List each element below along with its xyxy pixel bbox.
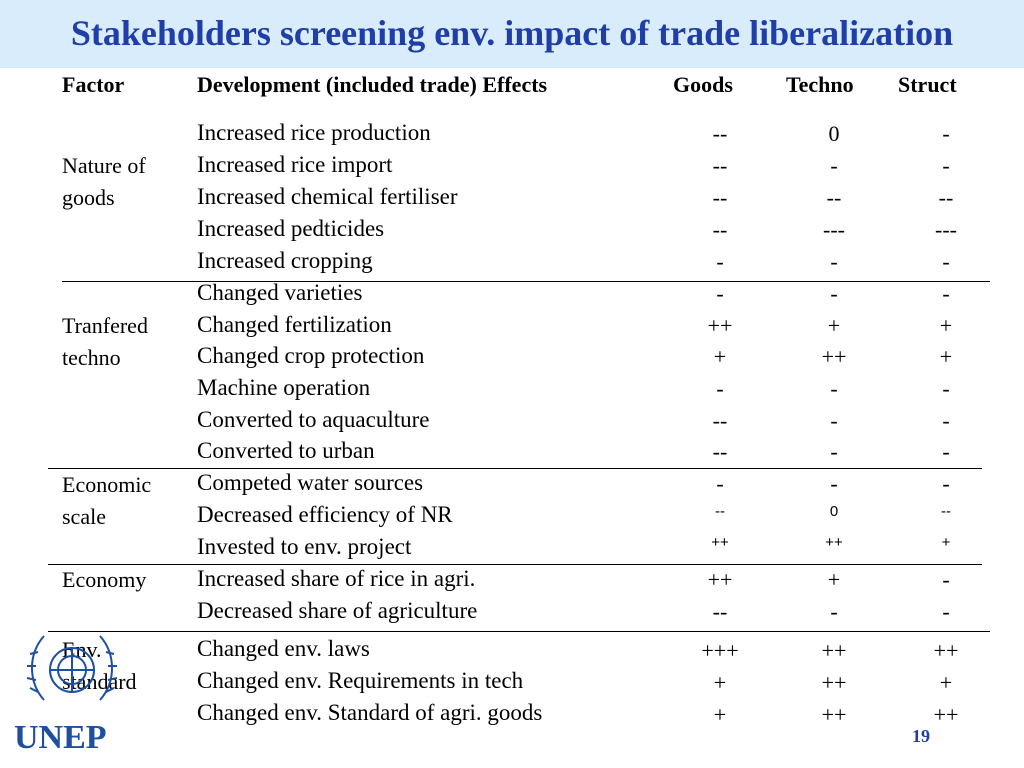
goods-value: -	[716, 249, 724, 274]
header-factor: Factor	[62, 72, 125, 97]
struct-value: -	[942, 471, 950, 496]
goods-value: --	[712, 121, 728, 146]
header-effects: Development (included trade) Effects	[197, 72, 548, 97]
techno-value: -	[830, 153, 838, 178]
goods-value: --	[715, 503, 725, 520]
techno-value: 0	[828, 121, 840, 146]
unep-logo	[10, 620, 150, 760]
factor-economic-scale: Economic scale	[62, 472, 152, 529]
effect-label: Machine operation	[197, 375, 371, 400]
factor-economy: Economy	[62, 567, 147, 592]
effect-label: Decreased share of agriculture	[197, 598, 478, 623]
struct-value: ++	[933, 702, 959, 727]
effect-label: Changed crop protection	[197, 343, 425, 368]
group-divider	[48, 631, 990, 632]
techno-value: ++	[825, 534, 843, 551]
techno-value: ++	[821, 638, 847, 663]
goods-value: --	[712, 599, 728, 624]
goods-value: -	[716, 471, 724, 496]
effect-label: Changed varieties	[197, 280, 363, 305]
struct-value: --	[938, 185, 954, 210]
effect-label: Increased chemical fertiliser	[197, 184, 458, 209]
effect-label: Increased share of rice in agri.	[197, 566, 476, 591]
factor-nature-of-goods: Nature of goods	[62, 153, 146, 210]
logo-text: UNEP	[14, 719, 107, 756]
goods-value: +	[713, 702, 727, 727]
techno-value: ---	[823, 217, 845, 242]
struct-value: +	[939, 313, 953, 338]
effect-label: Converted to urban	[197, 438, 375, 463]
goods-value: --	[712, 153, 728, 178]
techno-value: -	[830, 439, 838, 464]
techno-value: -	[830, 249, 838, 274]
struct-value: +	[941, 534, 951, 551]
page-number: 19	[912, 726, 930, 746]
struct-value: -	[942, 567, 950, 592]
goods-value: --	[712, 439, 728, 464]
techno-value: +	[827, 313, 841, 338]
struct-value: -	[942, 153, 950, 178]
struct-value: ---	[935, 217, 957, 242]
effect-label: Increased pedticides	[197, 216, 385, 241]
techno-value: +	[827, 567, 841, 592]
struct-value: -	[942, 281, 950, 306]
header-techno: Techno	[786, 72, 854, 97]
struct-value: -	[942, 599, 950, 624]
struct-value: +	[939, 344, 953, 369]
effect-label: Changed env. laws	[197, 636, 370, 661]
goods-value: --	[712, 408, 728, 433]
techno-value: -	[830, 408, 838, 433]
struct-value: ++	[933, 638, 959, 663]
effect-label: Changed env. Standard of agri. goods	[197, 700, 543, 725]
techno-value: ++	[821, 702, 847, 727]
techno-value: -	[830, 599, 838, 624]
goods-value: +	[713, 344, 727, 369]
goods-value: ++	[707, 313, 733, 338]
goods-value: -	[716, 281, 724, 306]
header-goods: Goods	[673, 72, 733, 97]
struct-value: -	[942, 408, 950, 433]
group-divider	[48, 564, 982, 565]
effect-label: Competed water sources	[197, 470, 424, 495]
techno-value: -	[830, 471, 838, 496]
factor-env-standard: Env. standard	[62, 637, 137, 694]
goods-value: --	[712, 217, 728, 242]
struct-value: -	[942, 249, 950, 274]
techno-value: 0	[829, 503, 839, 520]
techno-value: -	[830, 281, 838, 306]
effect-label: Changed env. Requirements in tech	[197, 668, 524, 693]
struct-value: -	[942, 376, 950, 401]
effect-label: Invested to env. project	[197, 534, 412, 559]
goods-value: +	[713, 670, 727, 695]
struct-value: -	[942, 121, 950, 146]
effect-label: Converted to aquaculture	[197, 407, 430, 432]
factor-transfered-techno: Tranfered techno	[62, 313, 148, 370]
goods-value: --	[712, 185, 728, 210]
techno-value: ++	[821, 344, 847, 369]
effect-label: Changed fertilization	[197, 312, 392, 337]
techno-value: ++	[821, 670, 847, 695]
effect-label: Increased cropping	[197, 248, 373, 273]
effect-label: Decreased efficiency of NR	[197, 502, 453, 527]
effect-label: Increased rice import	[197, 152, 393, 177]
group-divider	[48, 468, 982, 469]
slide-title: Stakeholders screening env. impact of trade liberalization	[70, 13, 954, 53]
struct-value: +	[939, 670, 953, 695]
techno-value: -	[830, 376, 838, 401]
header-struct: Struct	[898, 72, 957, 97]
goods-value: +++	[701, 638, 739, 663]
techno-value: --	[826, 185, 842, 210]
effect-label: Increased rice production	[197, 120, 431, 145]
struct-value: -	[942, 439, 950, 464]
goods-value: ++	[711, 534, 729, 551]
goods-value: ++	[707, 567, 733, 592]
goods-value: -	[716, 376, 724, 401]
struct-value: --	[941, 503, 951, 520]
